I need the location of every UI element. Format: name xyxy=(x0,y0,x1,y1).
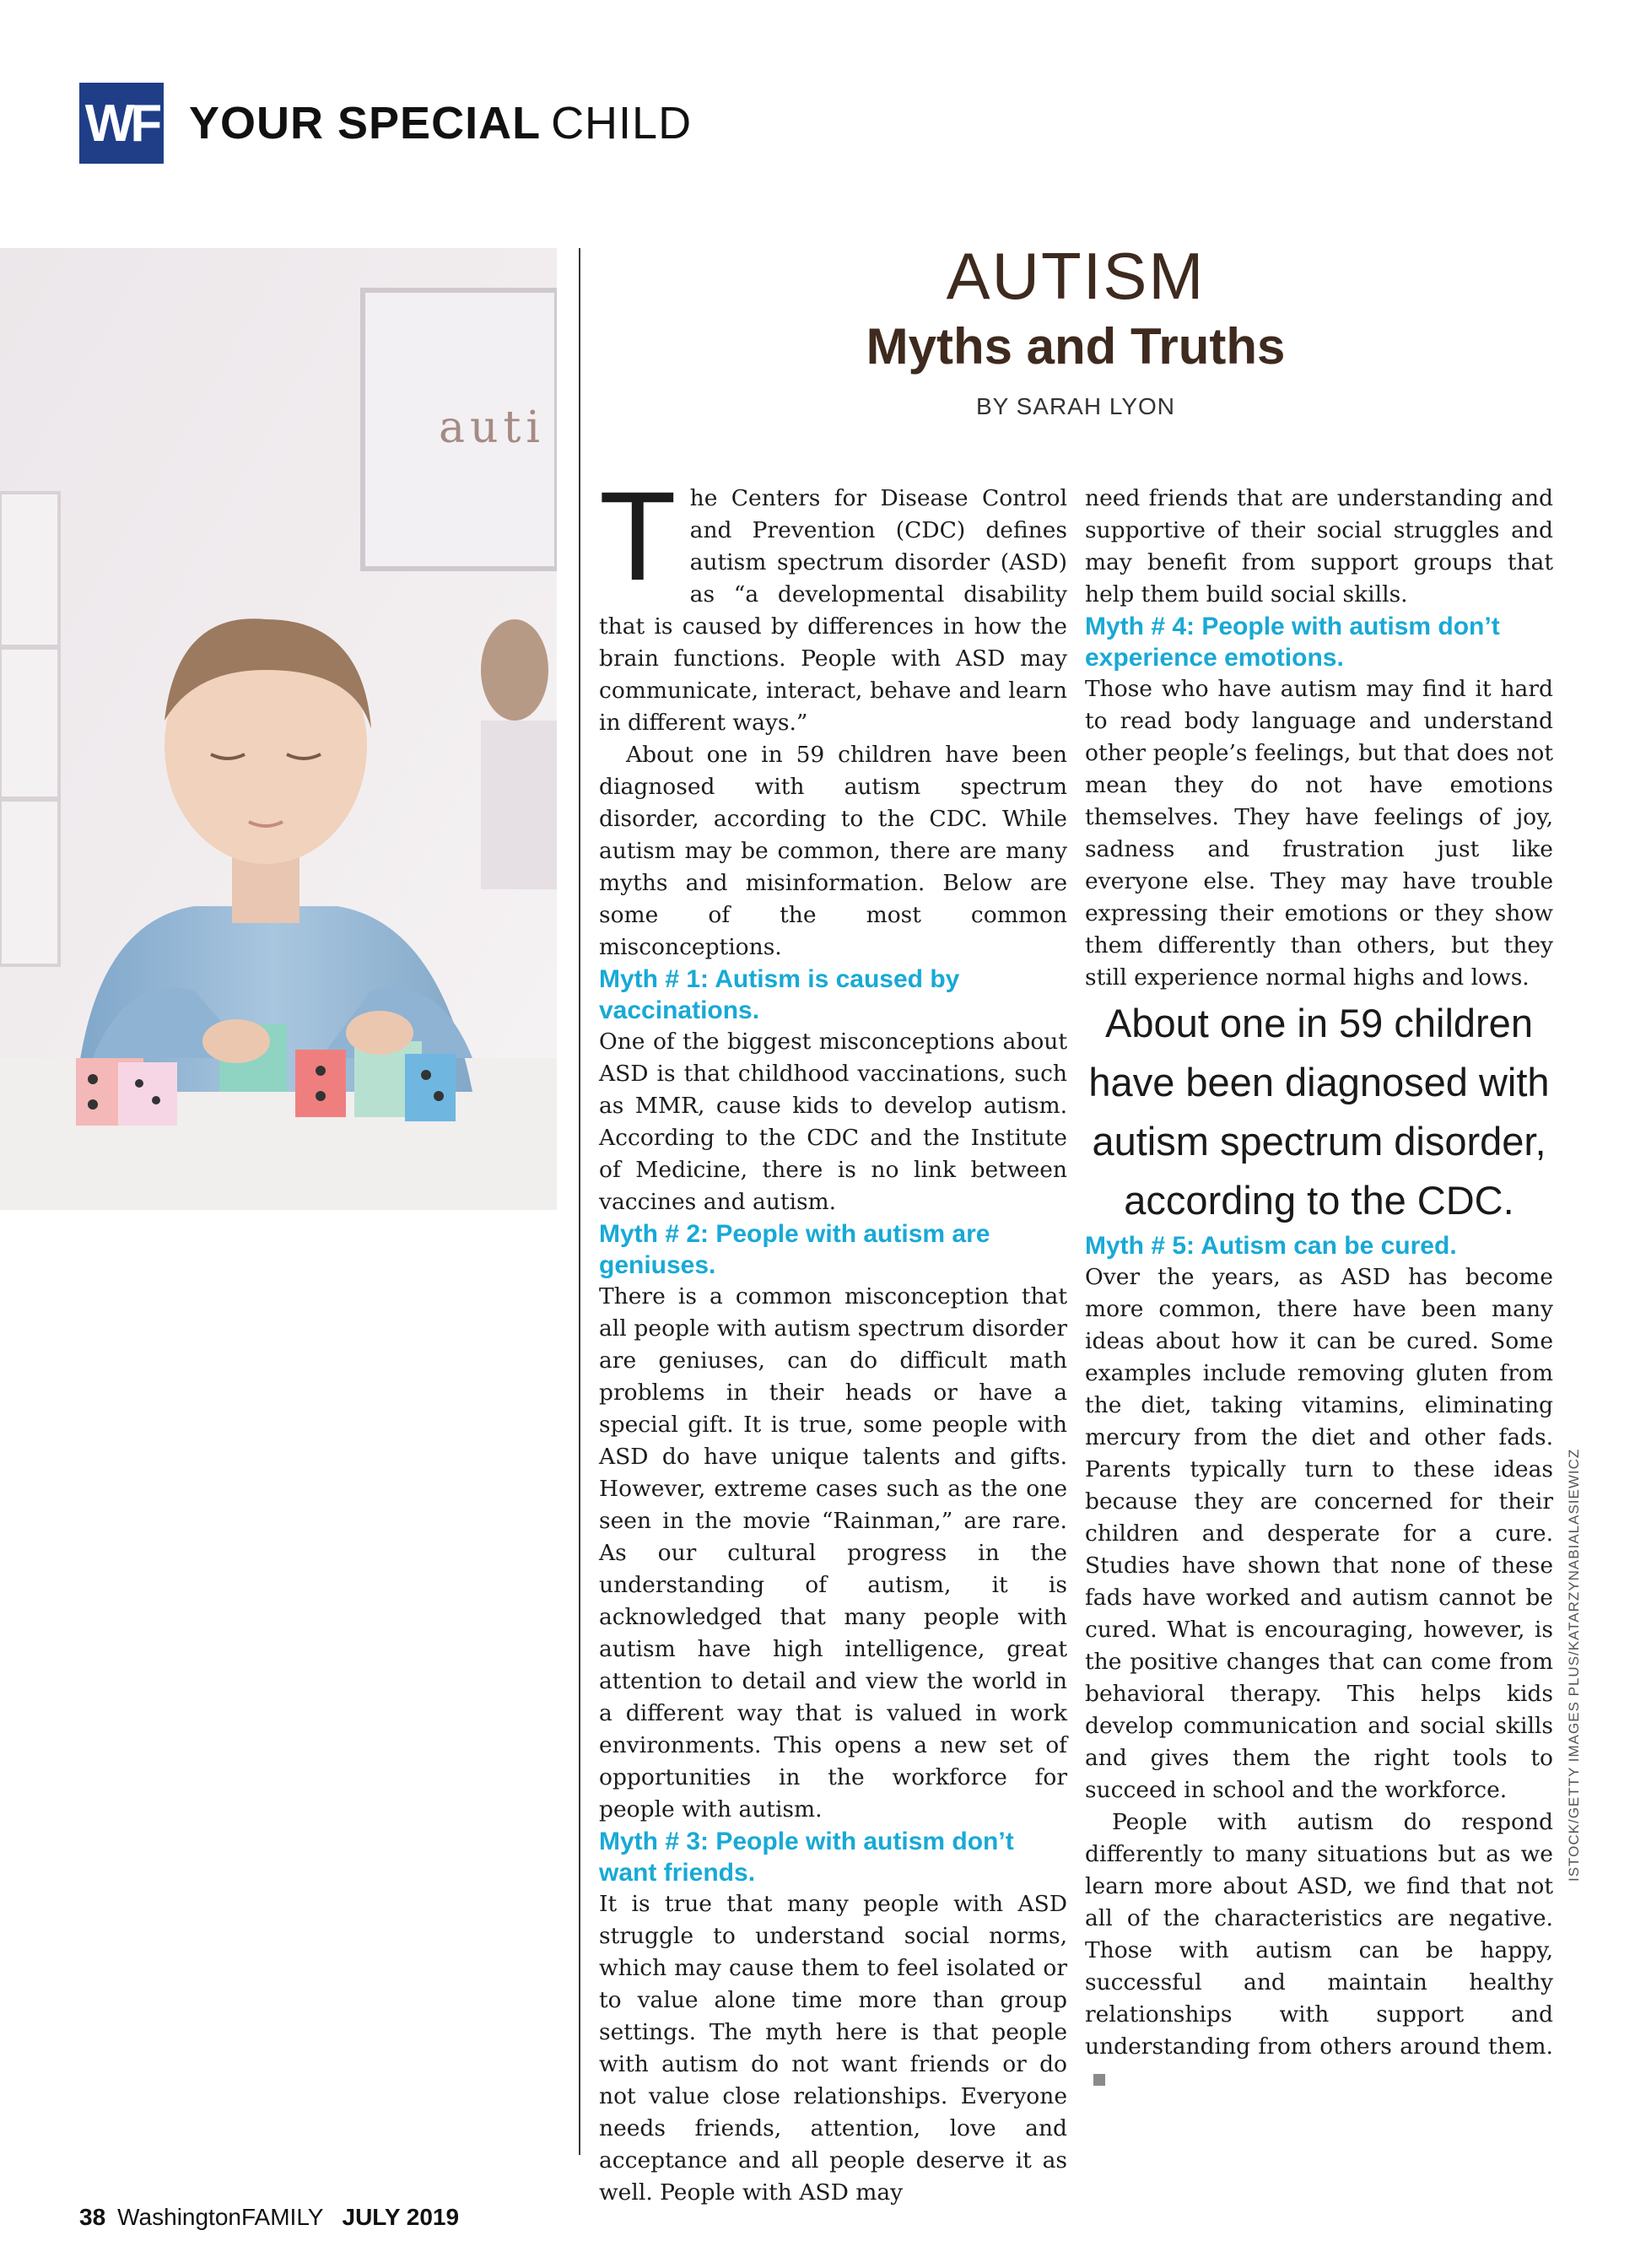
section-title-light: CHILD xyxy=(551,98,693,148)
intro-p1-text: he Centers for Disease Control and Prevention (CDC) defines autism spectrum disorder (ASD) as “a developmental disability that is caused by differences in how the brain functions. People with ASD may communicate, interact, behave and learn in different ways.” xyxy=(599,485,1067,736)
article-photo xyxy=(0,248,557,1210)
drop-cap: T xyxy=(599,465,677,607)
photo-sign-text: auti xyxy=(439,402,546,453)
myth3-body: It is true that many people with ASD struggle to understand social norms, which may cause them to feel isolated or to value alone time more than group settings. The myth here is that people with autism do not want friends or do not value close relationships. Everyone needs friends, attention, love and acceptance and all people deserve it as well. People with ASD may xyxy=(599,1891,1067,2206)
column-right xyxy=(1085,483,1553,2095)
page-number: 38 xyxy=(79,2204,106,2230)
intro-paragraph xyxy=(599,465,1067,739)
issue-date: JULY 2019 xyxy=(342,2204,460,2230)
section-title-bold: YOUR SPECIAL xyxy=(189,98,542,148)
wf-logo: WF xyxy=(79,83,164,164)
myth4-body: Those who have autism may find it hard to read body language and understand other people’s feelings, but that does not mean they do not have emotions themselves. They have feelings of joy, sadness and frustration just like everyone else. They may have trouble expressing their emotions or they show them differently than others, but they still experience normal highs and lows. xyxy=(1085,676,1553,991)
photo-credit: ISTOCK/GETTY IMAGES PLUS/KATARZYNABIALASIEWICZ xyxy=(1566,1448,1582,1882)
pull-quote: About one in 59 children have been diagnosed with autism spectrum disorder, according to the CDC. xyxy=(1088,1001,1550,1223)
closing-text: People with autism do respond differently to many situations but as we learn more about ASD, we find that not all of the characteristics are negative. Those with autism can be happy, successful and maintain healthy relationships with support and understanding from others around them. xyxy=(1085,1809,1553,2060)
myth5-body: Over the years, as ASD has become more common, there have been many ideas about how it can be cured. Some examples include removing gluten from the diet, taking vitamins, eliminating mercury from the diet and other fads. Parents typically turn to these ideas because they are concerned for their children and desperate for a cure. Studies have shown that none of these fads have worked and autism cannot be cured. What is encouraging, however, is the positive changes that can come from behavioral therapy. This helps kids develop communication and social skills and gives them the right tools to succeed in school and the workforce. xyxy=(1085,1264,1553,1803)
myth2-heading: Myth # 2: People with autism are geniuses. xyxy=(599,1220,990,1279)
section-header xyxy=(79,83,692,164)
myth3-continued: need friends that are understanding and supportive of their social struggles and may benefit from support groups that help them build social skills. xyxy=(1085,485,1553,608)
myth5-heading: Myth # 5: Autism can be cured. xyxy=(1085,1232,1457,1260)
article-title: AUTISM xyxy=(946,239,1206,313)
intro-p2: About one in 59 children have been diagnosed with autism spectrum disorder, according to the CDC. While autism may be common, there are many myths and misinformation. Below are some of the most common misconceptions. xyxy=(599,742,1067,960)
myth4-heading: Myth # 4: People with autism don’t experience emotions. xyxy=(1085,613,1500,672)
column-left xyxy=(599,465,1067,2209)
article-subtitle: Myths and Truths xyxy=(866,318,1286,375)
page-footer xyxy=(79,2204,459,2231)
myth1-body: One of the biggest misconceptions about ASD is that childhood vaccinations, such as MMR, cause kids to develop autism. According to the CDC and the Institute of Medicine, there is no link between vaccines and autism. xyxy=(599,1029,1067,1215)
column-divider xyxy=(579,248,580,2155)
myth2-body: There is a common misconception that all people with autism spectrum disorder are geniuses, can do difficult math problems in their heads or have a special gift. It is true, some people with ASD do have unique talents and gifts. However, extreme cases such as the one seen in the movie “Rainman,” are rare. As our cultural progress in the understanding of autism, it is acknowledged that many people with autism have high intelligence, great attention to detail and view the world in a different way that is valued in work environments. This opens a new set of opportunities in the workforce for people with autism. xyxy=(599,1283,1067,1822)
publication-name: WashingtonFAMILY xyxy=(117,2204,324,2230)
end-mark-icon xyxy=(1093,2074,1105,2086)
closing-paragraph xyxy=(1085,1806,1553,2095)
byline: BY SARAH LYON xyxy=(975,393,1176,419)
myth3-heading: Myth # 3: People with autism don’t want friends. xyxy=(599,1828,1014,1887)
section-title xyxy=(189,97,692,149)
myth1-heading: Myth # 1: Autism is caused by vaccinations. xyxy=(599,965,960,1024)
